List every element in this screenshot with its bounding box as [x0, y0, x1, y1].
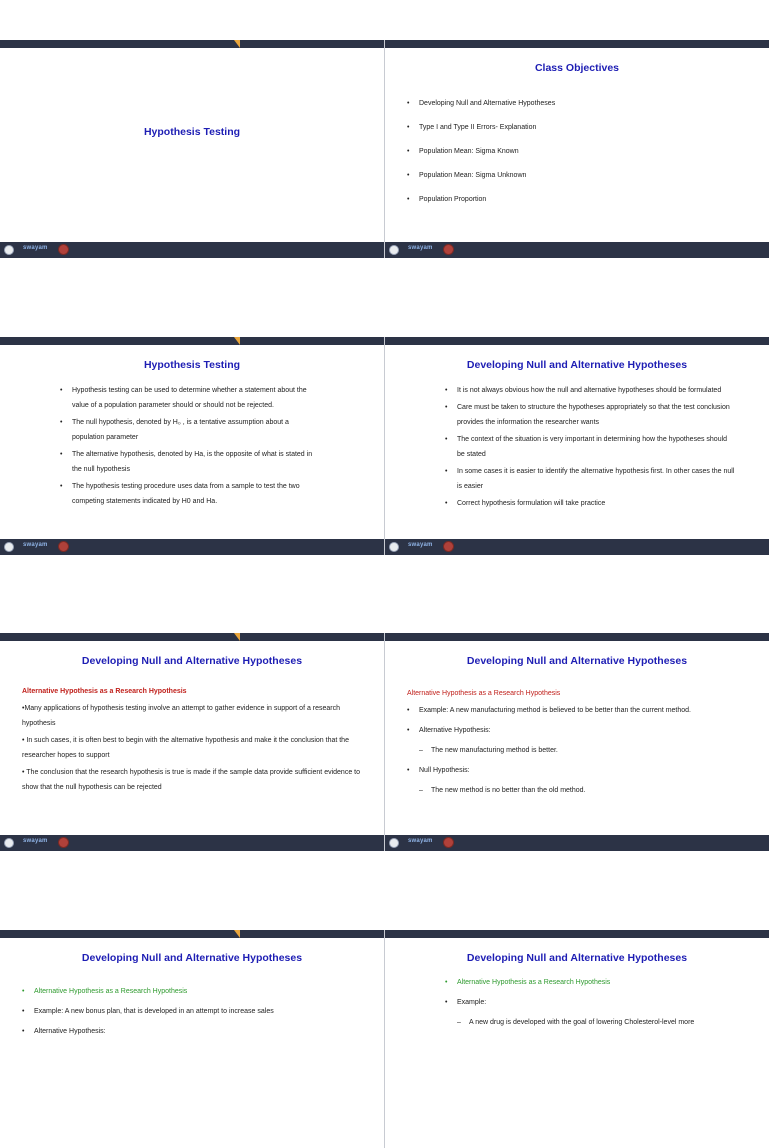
slide-developing-hypotheses-1 [384, 337, 768, 555]
content-block [22, 684, 362, 797]
slide-footer [385, 242, 769, 258]
list-item: • Alternative Hypothesis as a Research Hypothesis [445, 975, 745, 990]
swayam-logo-icon [389, 542, 399, 552]
slide-developing-hypotheses-4 [0, 930, 384, 1148]
swayam-logo-icon [4, 838, 14, 848]
accent-triangle [234, 633, 240, 641]
list-item: • It is not always obvious how the null and alternative hypotheses should be formulated [445, 383, 735, 398]
slide-top-bar [0, 633, 384, 641]
institute-emblem-icon [443, 837, 454, 848]
slide-footer [385, 539, 769, 555]
slide-developing-hypotheses-3 [384, 633, 768, 851]
slide-title: Hypothesis Testing [143, 359, 241, 371]
footer-logo-text: swayam [408, 542, 433, 548]
list-item: • The hypothesis testing procedure uses data from a sample to test the two competing statements indicated by H0 and Ha. [60, 479, 322, 509]
accent-triangle [234, 40, 240, 48]
list-subitem: – The new method is no better than the old method. [407, 783, 747, 798]
list-item: • Type I and Type II Errors- Explanation [407, 120, 747, 135]
slide-class-objectives [384, 40, 768, 258]
slide-footer [0, 242, 384, 258]
accent-triangle [234, 337, 240, 345]
list-item: • The context of the situation is very important in determining how the hypotheses should be stated [445, 432, 735, 462]
footer-logo-text: swayam [23, 245, 48, 251]
footer-logo-text: swayam [408, 245, 433, 251]
list-item: • Alternative Hypothesis: [22, 1024, 362, 1039]
content-list [407, 703, 747, 803]
content-list [60, 383, 322, 511]
paragraph: • The conclusion that the research hypothesis is true is made if the sample data provide sufficient evidence to show that the null hypothesis can be rejected [22, 769, 360, 791]
section-subheading: Alternative Hypothesis as a Research Hypothesis [22, 688, 187, 695]
list-item: • The null hypothesis, denoted by H₀ , is a tentative assumption about a population parameter [60, 415, 322, 445]
institute-emblem-icon [443, 244, 454, 255]
institute-emblem-icon [58, 244, 69, 255]
list-item: • Population Proportion [407, 192, 747, 207]
content-list [445, 975, 745, 1035]
slide-title: Developing Null and Alternative Hypotheses [81, 952, 303, 964]
slide-hypothesis-testing [0, 337, 384, 555]
list-subitem: – A new drug is developed with the goal of lowering Cholesterol-level more [445, 1015, 745, 1030]
slide-top-bar [385, 930, 769, 938]
slide-top-bar [385, 337, 769, 345]
slide-title: Hypothesis Testing [143, 126, 241, 138]
slide-footer [0, 539, 384, 555]
section-subheading: Alternative Hypothesis as a Research Hypothesis [407, 690, 561, 697]
swayam-logo-icon [4, 245, 14, 255]
slide-row-2 [0, 337, 768, 555]
list-item: • Population Mean: Sigma Unknown [407, 168, 747, 183]
list-item: • In some cases it is easier to identify the alternative hypothesis first. In other cases the null is easier [445, 464, 735, 494]
content-list [22, 984, 362, 1044]
slide-row-3 [0, 633, 768, 851]
slide-title: Developing Null and Alternative Hypotheses [81, 655, 303, 667]
slide-top-bar [385, 40, 769, 48]
slide-row-4 [0, 930, 768, 1148]
slide-title: Developing Null and Alternative Hypotheses [466, 952, 688, 964]
slide-developing-hypotheses-5 [384, 930, 768, 1148]
slide-footer [0, 835, 384, 851]
slide-developing-hypotheses-2 [0, 633, 384, 851]
slide-top-bar [385, 633, 769, 641]
swayam-logo-icon [389, 245, 399, 255]
list-item: • Example: A new manufacturing method is believed to be better than the current method. [407, 703, 747, 718]
slide-title: Class Objectives [534, 62, 620, 74]
paragraph: • In such cases, it is often best to begin with the alternative hypothesis and make it the conclusion that the researcher hopes to support [22, 737, 349, 759]
institute-emblem-icon [443, 541, 454, 552]
accent-triangle [234, 930, 240, 938]
paragraph: •Many applications of hypothesis testing involve an attempt to gather evidence in support of a research hypothesis [22, 705, 341, 727]
list-item: • Population Mean: Sigma Known [407, 144, 747, 159]
footer-logo-text: swayam [23, 838, 48, 844]
swayam-logo-icon [4, 542, 14, 552]
list-item: • Alternative Hypothesis as a Research Hypothesis [22, 984, 362, 999]
list-item: • Hypothesis testing can be used to determine whether a statement about the value of a population parameter should or should not be rejected. [60, 383, 322, 413]
list-subitem: – The new manufacturing method is better. [407, 743, 747, 758]
list-item: • Null Hypothesis: [407, 763, 747, 778]
slide-row-1 [0, 40, 768, 258]
slide-top-bar [0, 930, 384, 938]
footer-logo-text: swayam [408, 838, 433, 844]
slide-hypothesis-testing-title [0, 40, 384, 258]
slide-title: Developing Null and Alternative Hypotheses [466, 359, 688, 371]
footer-logo-text: swayam [23, 542, 48, 548]
institute-emblem-icon [58, 541, 69, 552]
list-item: • Example: A new bonus plan, that is developed in an attempt to increase sales [22, 1004, 362, 1019]
institute-emblem-icon [58, 837, 69, 848]
list-item: • Alternative Hypothesis: [407, 723, 747, 738]
slide-top-bar [0, 337, 384, 345]
list-item: • Care must be taken to structure the hypotheses appropriately so that the test conclusion provides the information the researcher wants [445, 400, 735, 430]
list-item: • Correct hypothesis formulation will take practice [445, 496, 735, 511]
list-item: • Developing Null and Alternative Hypotheses [407, 96, 747, 111]
slide-footer [385, 835, 769, 851]
objectives-list [407, 96, 747, 216]
slide-top-bar [0, 40, 384, 48]
list-item: • Example: [445, 995, 745, 1010]
slide-title: Developing Null and Alternative Hypotheses [466, 655, 688, 667]
swayam-logo-icon [389, 838, 399, 848]
content-list [445, 383, 735, 513]
list-item: • The alternative hypothesis, denoted by Ha, is the opposite of what is stated in the null hypothesis [60, 447, 322, 477]
